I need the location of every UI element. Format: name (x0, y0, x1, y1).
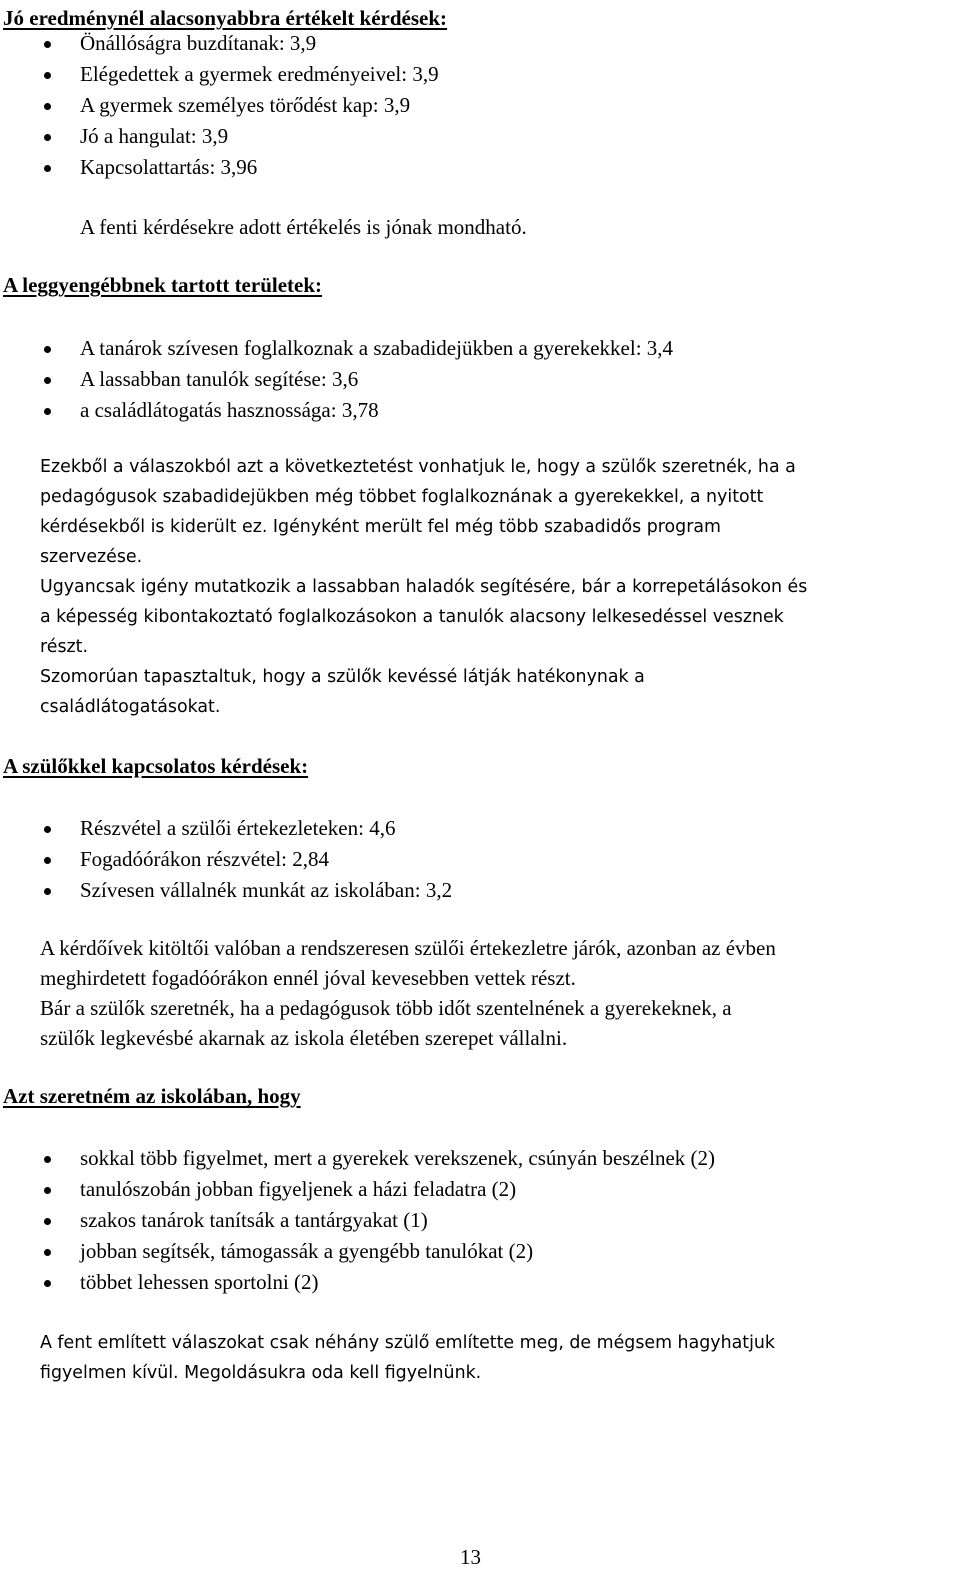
bullet-icon (44, 888, 51, 895)
bullet-icon (44, 826, 51, 833)
list-item: többet lehessen sportolni (2) (0, 1267, 715, 1298)
section-heading-higher-rated: Jó eredménynél alacsonyabbra értékelt kérdések: (3, 6, 448, 30)
bullet-icon (44, 377, 51, 384)
list-item: A gyermek személyes törődést kap: 3,9 (0, 90, 439, 121)
bullet-icon (44, 1280, 51, 1287)
list-item: Elégedettek a gyermek eredményeivel: 3,9 (0, 59, 439, 90)
section-heading-weakest-areas: A leggyengébbnek tartott területek: (3, 273, 323, 297)
list-item: A lassabban tanulók segítése: 3,6 (0, 364, 673, 395)
bullet-icon (44, 1187, 51, 1194)
paragraph-weakest-areas: Ezekből a válaszokból azt a következtetést vonhatjuk le, hogy a szülők szeretnék, ha a pedagógusok szabadidejükben még többet foglalkoznának a gyerekekkel, a nyitott kérdésekből is kiderült ez. Igényként merült fel még több szabadidős program szervezése. Ugyancsak igény mutatkozik a lassabban haladók segítésére, bár a korrepetálásokon és a képesség kibontakoztató foglalkozásokon a tanulók alacsony lelkesedéssel vesznek részt. Szomorúan tapasztaltuk, hogy a szülők kevéssé látják hatékonynak a családlátogatásokat. (40, 457, 808, 717)
page-number: 13 (460, 1545, 481, 1569)
bullet-icon (44, 1249, 51, 1256)
bullet-icon (44, 857, 51, 864)
list-item: a családlátogatás hasznossága: 3,78 (0, 395, 673, 426)
section-heading-parent-questions: A szülőkkel kapcsolatos kérdések: (3, 754, 309, 778)
bullet-list-parent-questions (0, 813, 452, 906)
list-item: Kapcsolattartás: 3,96 (0, 152, 439, 183)
section-heading-wishes: Azt szeretném az iskolában, hogy (3, 1084, 301, 1108)
list-item: jobban segítsék, támogassák a gyengébb tanulókat (2) (0, 1236, 715, 1267)
paragraph-wishes: A fent említett válaszokat csak néhány szülő említette meg, de mégsem hagyhatjuk figyelmen kívül. Megoldásukra oda kell figyelnünk. (40, 1333, 775, 1383)
bullet-icon (44, 72, 51, 79)
bullet-icon (44, 346, 51, 353)
list-item: szakos tanárok tanítsák a tantárgyakat (1) (0, 1205, 715, 1236)
bullet-list-higher-rated (0, 28, 439, 183)
list-item: Részvétel a szülői értekezleteken: 4,6 (0, 813, 452, 844)
list-item: Fogadóórákon részvétel: 2,84 (0, 844, 452, 875)
list-item: A tanárok szívesen foglalkoznak a szabadidejükben a gyerekekkel: 3,4 (0, 333, 673, 364)
list-item: Szívesen vállalnék munkát az iskolában: 3,2 (0, 875, 452, 906)
bullet-icon (44, 1156, 51, 1163)
bullet-icon (44, 41, 51, 48)
bullet-icon (44, 103, 51, 110)
list-item: Önállóságra buzdítanak: 3,9 (0, 28, 439, 59)
bullet-list-weakest-areas (0, 333, 673, 426)
bullet-icon (44, 165, 51, 172)
list-item: Jó a hangulat: 3,9 (0, 121, 439, 152)
bullet-icon (44, 1218, 51, 1225)
list-item: sokkal több figyelmet, mert a gyerekek verekszenek, csúnyán beszélnek (2) (0, 1143, 715, 1174)
bullet-icon (44, 134, 51, 141)
list-item: tanulószobán jobban figyeljenek a házi feladatra (2) (0, 1174, 715, 1205)
section-note: A fenti kérdésekre adott értékelés is jónak mondható. (80, 215, 527, 239)
bullet-icon (44, 408, 51, 415)
paragraph-parent-questions: A kérdőívek kitöltői valóban a rendszeresen szülői értekezletre járók, azonban az évben meghirdetett fogadóórákon ennél jóval kevesebben vettek részt. Bár a szülők szeretnék, ha a pedagógusok több időt szentelnének a gyerekeknek, a szülők legkevésbé akarnak az iskola életében szerepet vállalni. (40, 936, 776, 1050)
bullet-list-wishes (0, 1143, 715, 1298)
